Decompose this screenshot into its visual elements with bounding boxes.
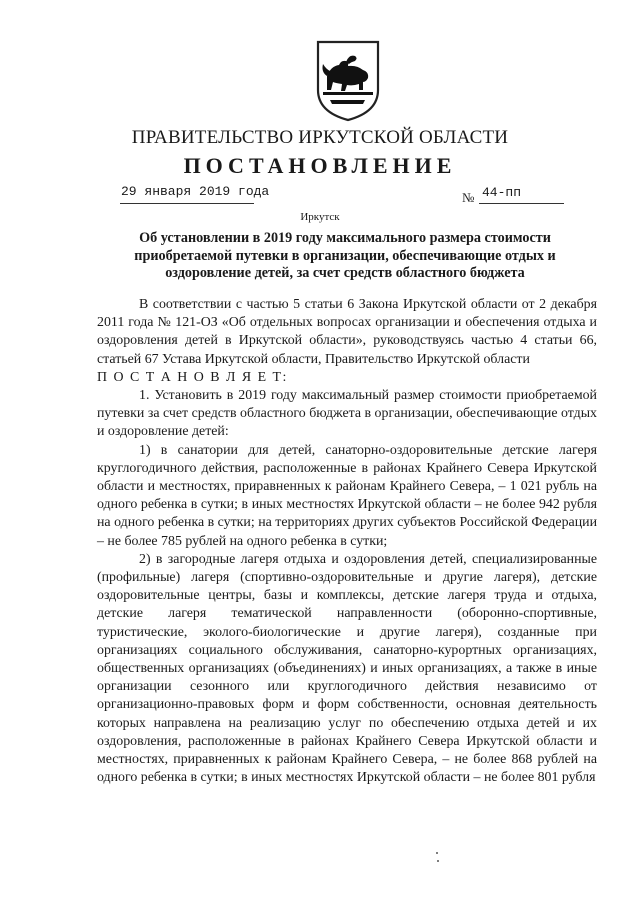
subitem-2-paragraph: 2) в загородные лагеря отдыха и оздоровления детей, специализированные (профильные) лагеря (спортивно-оздоровительные и другие лагеря), детские оздоровительные центры, базы и комплексы, детские лагеря труда и отдыха, детские лагеря тематической направленности (оборонно-спортивные, туристические, эколого-биологические и другие лагеря), созданные при организациях социального обслуживания, санаторно-курортных организациях, общественных организациях (объединениях) и иных организациях, а также в иные организации сезонного или круглогодичного действия независимо от организационно-правовых форм и форм собственности, основная деятельность которых направлена на реализацию услуг по обеспечению отдыха детей и их оздоровления, расположенные в районах Крайнего Севера Иркутской области и местностях, приравненных к районам Крайнего Севера, – не более 868 рублей на одного ребенка в сутки; в иных местностях Иркутской области – не более 801 рубля [97,551,597,786]
number-underline [479,203,564,204]
government-name: ПРАВИТЕЛЬСТВО ИРКУТСКОЙ ОБЛАСТИ [131,127,509,148]
document-date: 29 января 2019 года [121,184,270,199]
preamble-paragraph: В соответствии с частью 5 статьи 6 Закона Иркутской области от 2 декабря 2011 года № 121-ОЗ «Об отдельных вопросах организации и обеспечения отдыха и оздоровления детей в Иркутской области», руководствуясь частью 4 статьи 66, статьей 67 Устава Иркутской области, Правительство Иркутской области [97,297,597,367]
number-sign: № [462,190,475,205]
document-title: Об установлении в 2019 году максимального размера стоимости приобретаемой путевки в организации, обеспечивающие отдых и оздоровление детей, за счет средств областного бюджета [134,230,556,281]
document-body [97,296,597,787]
date-underline [120,203,254,204]
decree-word: П О С Т А Н О В Л Я Е Т: [97,369,288,385]
city-name: Иркутск [300,211,340,223]
coat-of-arms-icon [313,38,383,122]
document-number: 44-пп [482,185,522,200]
scan-speck [436,852,438,854]
item-1-paragraph: 1. Установить в 2019 году максимальный размер стоимости приобретаемой путевки за счет средств областного бюджета в организации, обеспечивающие отдых и оздоровление детей: [97,388,597,440]
document-type: ПОСТАНОВЛЕНИЕ [183,153,457,178]
scan-speck [437,860,439,862]
subitem-1-paragraph: 1) в санатории для детей, санаторно-оздоровительные детские лагеря круглогодичного действия, расположенные в районах Крайнего Севера Иркутской области и местностях, приравненных к районам Крайнего Севера, – 1 021 рубль на одного ребенка в сутки; в иных местностях Иркутской области – не более 942 рубля на одного ребенка в сутки; на территориях других субъектов Российской Федерации – не более 785 рублей на одного ребенка в сутки; [97,442,597,549]
